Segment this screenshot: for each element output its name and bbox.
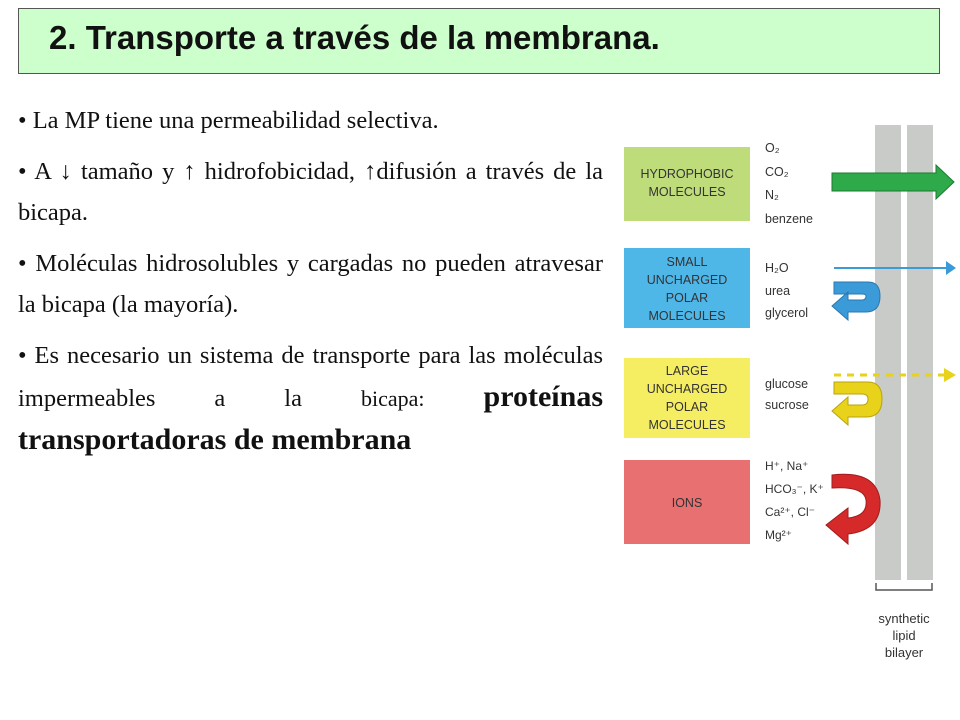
large-polar-dashed-arrowhead bbox=[944, 368, 956, 382]
bullet-1: • La MP tiene una permeabilidad selectiva. bbox=[18, 107, 439, 134]
bilayer-label-1: synthetic bbox=[878, 611, 930, 626]
bilayer-inner-leaflet bbox=[907, 125, 933, 580]
molecule-sucrose: sucrose bbox=[765, 398, 809, 412]
molecule-h2o: H₂O bbox=[765, 261, 789, 275]
membrane-permeability-figure bbox=[618, 120, 958, 680]
bullet-3: • Moléculas hidrosolubles y cargadas no pueden atravesar la bicapa (la mayoría). bbox=[18, 250, 603, 318]
large-polar-label-3: POLAR bbox=[665, 400, 709, 414]
title-box bbox=[18, 8, 940, 74]
small-polar-thin-arrowhead bbox=[946, 261, 956, 275]
ions-return-arrow bbox=[826, 474, 880, 544]
large-polar-return-arrow bbox=[832, 382, 882, 425]
hydrophobic-label-1: HYDROPHOBIC bbox=[640, 167, 734, 181]
bilayer-label-3: bilayer bbox=[884, 645, 924, 660]
small-polar-label-1: SMALL bbox=[666, 255, 708, 269]
hydrophobic-box bbox=[624, 147, 750, 221]
slide-title: 2. Transporte a través de la membrana. bbox=[49, 19, 660, 56]
bilayer-bracket bbox=[876, 583, 932, 590]
molecule-urea: urea bbox=[765, 284, 791, 298]
molecule-n2: N₂ bbox=[765, 188, 779, 202]
molecule-o2: O₂ bbox=[765, 141, 780, 155]
molecule-glucose: glucose bbox=[765, 377, 809, 391]
bullet-4 bbox=[18, 335, 603, 462]
bullet-list bbox=[18, 100, 603, 472]
bilayer-label-2: lipid bbox=[892, 628, 916, 643]
molecule-mg: Mg²⁺ bbox=[765, 528, 792, 542]
molecule-co2: CO₂ bbox=[765, 165, 789, 179]
large-polar-label-1: LARGE bbox=[665, 364, 709, 378]
molecule-glycerol: glycerol bbox=[765, 306, 809, 320]
hydrophobic-label-2: MOLECULES bbox=[648, 185, 726, 199]
large-polar-label-4: MOLECULES bbox=[648, 418, 726, 432]
small-polar-label-3: POLAR bbox=[665, 291, 709, 305]
small-polar-label-4: MOLECULES bbox=[648, 309, 726, 323]
large-polar-label-2: UNCHARGED bbox=[646, 382, 728, 396]
small-polar-return-arrow bbox=[832, 282, 880, 320]
molecule-ca-cl: Ca²⁺, Cl⁻ bbox=[765, 505, 816, 519]
small-polar-label-2: UNCHARGED bbox=[646, 273, 728, 287]
bullet-2: • A ↓ tamaño y ↑ hidrofobicidad, ↑difusión a través de la bicapa. bbox=[18, 158, 603, 226]
molecule-h-na: H⁺, Na⁺ bbox=[765, 459, 809, 473]
molecule-hco3-k: HCO₃⁻, K⁺ bbox=[765, 482, 824, 496]
ions-label: IONS bbox=[671, 496, 703, 510]
bullet-4-bold: proteínas transportadoras de membrana bbox=[18, 380, 604, 456]
bullet-4-bicapa: bicapa: bbox=[361, 386, 425, 411]
molecule-benzene: benzene bbox=[765, 212, 813, 226]
bullet-4-text: • Es necesario un sistema de transporte para las moléculas impermeables a la bbox=[18, 342, 603, 412]
